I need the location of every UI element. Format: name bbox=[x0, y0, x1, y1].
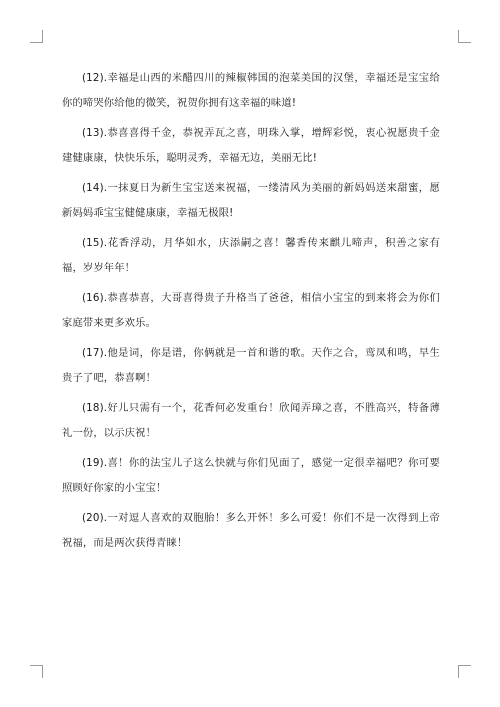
paragraph-19: (19).喜！你的法宝儿子这么快就与你们见面了，感觉一定很幸福吧？你可要照顾好你家的小宝宝！ bbox=[62, 457, 440, 494]
paragraph-17: (17).他是词，你是谱，你俩就是一首和谐的歌。天作之合，鸾凤和鸣，早生贵子了吧，恭喜啊！ bbox=[62, 347, 440, 384]
paragraph-13: (13).恭喜喜得千金，恭祝弄瓦之喜，明珠入掌，增辉彩悦，衷心祝愿贵千金建健康康，快快乐乐，聪明灵秀，幸福无边，美丽无比! bbox=[62, 127, 440, 164]
paragraph-15: (15).花香浮动，月华如水，庆添嗣之喜！馨香传来麒儿啼声，积善之家有福，岁岁年年！ bbox=[62, 237, 440, 274]
document-body bbox=[62, 66, 440, 561]
crop-mark-bottom-left bbox=[30, 665, 43, 678]
paragraph-20: (20).一对逗人喜欢的双胞胎！多么开怀！多么可爱！你们不是一次得到上帝祝福，而是两次获得青睐！ bbox=[62, 512, 440, 549]
crop-mark-bottom-right bbox=[458, 665, 471, 678]
crop-mark-top-left bbox=[30, 30, 43, 43]
paragraph-18: (18).好儿只需有一个，花香何必发重台！欣闻弄璋之喜，不胜高兴，特备薄礼一份，以示庆祝！ bbox=[62, 402, 440, 439]
paragraph-12: (12).幸福是山西的米醋四川的辣椒韩国的泡菜美国的汉堡，幸福还是宝宝给你的啼哭你给他的微笑，祝贺你拥有这幸福的味道! bbox=[62, 72, 440, 109]
crop-mark-top-right bbox=[458, 30, 471, 43]
paragraph-16: (16).恭喜恭喜，大哥喜得贵子升格当了爸爸，相信小宝宝的到来将会为你们家庭带来更多欢乐。 bbox=[62, 292, 440, 329]
paragraph-14: (14).一抹夏日为新生宝宝送来祝福，一缕清风为美丽的新妈妈送来甜蜜，愿新妈妈乖宝宝健健康康，幸福无极限! bbox=[62, 182, 440, 219]
